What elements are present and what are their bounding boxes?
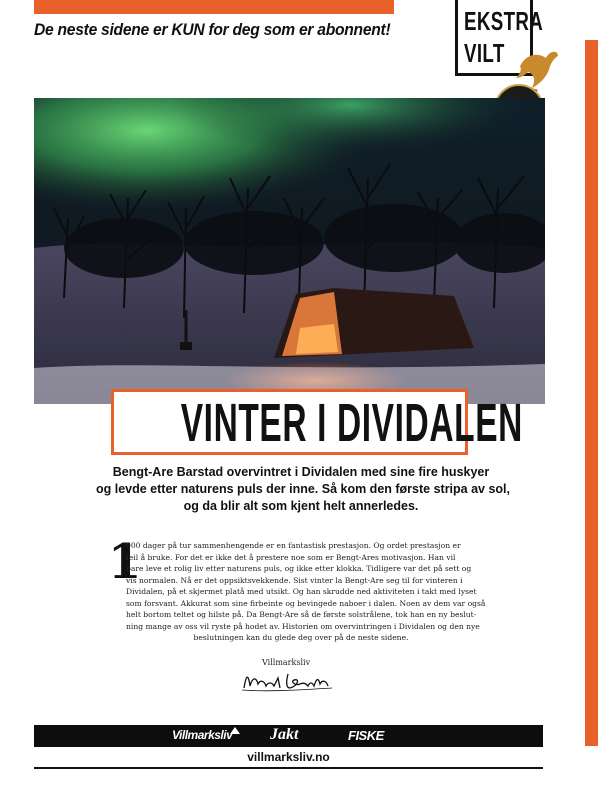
footer-logo-bar — [34, 725, 543, 747]
body-line: bare leve et rolig liv etter naturens puls, og ikke etter klokka. Tidligere var det på sett og — [126, 564, 472, 573]
body-line: ning mange av oss vil ryste på hodet av. Historien om overvintringen i Dividalen og den nye — [126, 621, 480, 631]
signature-image — [238, 668, 334, 694]
lede-line: Bengt-Are Barstad overvintret i Dividalen med sine fire huskyer — [112, 465, 490, 479]
article-headline: VINTER I DIVIDALEN — [180, 393, 523, 453]
footer-divider — [34, 767, 543, 769]
badge-line2: VILT — [464, 38, 505, 68]
drop-cap: 1 — [108, 534, 142, 590]
body-line: feil å bruke. For det er ikke det å prestere noe som er Bengt-Ares motivasjon. Han vil — [126, 552, 456, 562]
body-line: helt bortom teltet og hilste på. Da Bengt-Are så de første solstrålene, tok han en ny beslut- — [126, 610, 477, 619]
badge-line1: EKSTRA — [464, 6, 544, 36]
article-body — [126, 540, 486, 644]
villmarksliv-logo[interactable]: Villmarksliv — [172, 728, 233, 742]
lede-line: og da blir alt som kjent helt annerledes. — [183, 499, 419, 513]
body-line: 000 dager på tur sammenhengende er en fantastisk prestasjon. Og ordet prestasjon er — [126, 541, 461, 550]
subscriber-tagline: De neste sidene er KUN for deg som er abonnent! — [34, 20, 391, 39]
signoff-magazine: Villmarksliv — [262, 658, 311, 667]
fiske-logo[interactable]: FISKE — [348, 728, 384, 743]
body-line: som forsvant. Akkurat som sine firbeinte og bevingede naboer i dalen. Noen av dem var også — [126, 598, 486, 608]
top-accent-bar — [34, 0, 394, 14]
lede-line: og levde etter naturens puls der inne. Så kom den første stripa av sol, — [96, 482, 511, 496]
aurora-photo — [34, 98, 545, 404]
article-lede — [96, 464, 511, 515]
jakt-logo[interactable]: Jakt — [270, 726, 299, 743]
right-accent-stripe — [585, 40, 598, 746]
eagle-icon — [229, 726, 241, 736]
footer-url-link[interactable]: villmarksliv.no — [247, 750, 330, 764]
headline-frame — [111, 389, 523, 455]
body-line: Dividalen, på et skjermet platå med utsikt. Og han skrudde ned aktiviteten i takt med lyset — [126, 587, 477, 596]
body-line: beslutningen kan du glede deg over på de neste sidene. — [193, 633, 409, 642]
body-line: vis normalen. Nå er det oppsiktsvekkende. Sist vinter la Bengt-Are seg til for vinteren i — [126, 575, 463, 585]
